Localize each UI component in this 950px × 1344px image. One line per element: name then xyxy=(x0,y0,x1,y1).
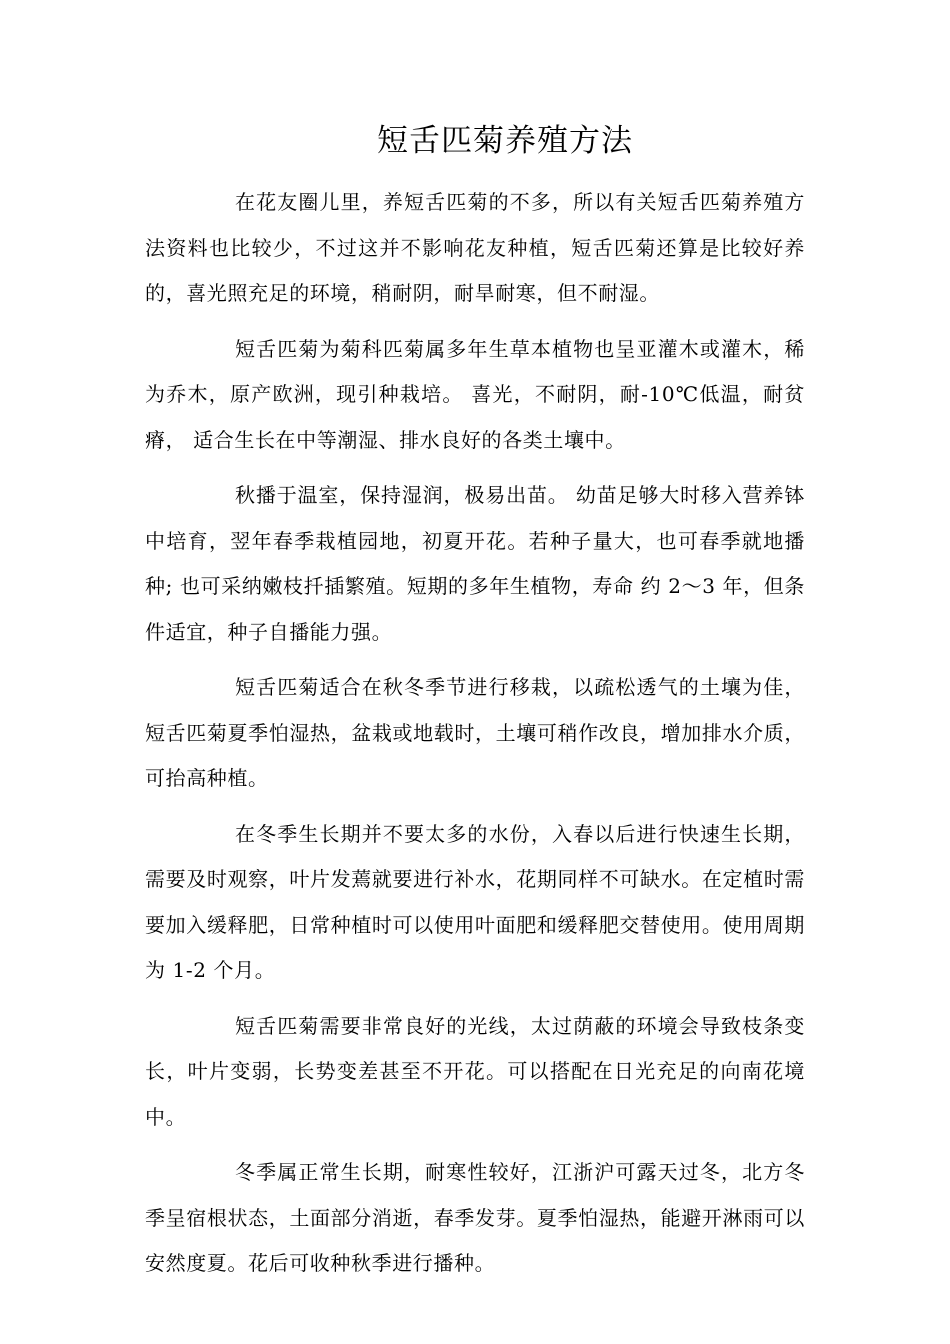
article-body xyxy=(145,180,805,1297)
paragraph-1: 在花友圈儿里，养短舌匹菊的不多，所以有关短舌匹菊养殖方法资料也比较少，不过这并不影响花友种植，短舌匹菊还算是比较好养的，喜光照充足的环境，稍耐阴，耐旱耐寒，但不耐湿。 xyxy=(145,190,805,305)
paragraph-4: 短舌匹菊适合在秋冬季节进行移栽，以疏松透气的土壤为佳，短舌匹菊夏季怕湿热，盆栽或地载时，土壤可稍作改良，增加排水介质，可抬高种植。 xyxy=(145,675,805,790)
paragraph-7: 冬季属正常生长期，耐寒性较好，江浙沪可露天过冬，北方冬季呈宿根状态，土面部分消逝，春季发芽。夏季怕湿热，能避开淋雨可以安然度夏。花后可收种秋季进行播种。 xyxy=(145,1160,805,1275)
paragraph-6: 短舌匹菊需要非常良好的光线，太过荫蔽的环境会导致枝条变长，叶片变弱，长势变差甚至不开花。可以搭配在日光充足的向南花境中。 xyxy=(145,1013,805,1129)
paragraph-2: 短舌匹菊为菊科匹菊属多年生草本植物也呈亚灌木或灌木，稀为乔木，原产欧洲，现引种栽培。 喜光，不耐阴，耐-10℃低温，耐贫瘠， 适合生长在中等潮湿、排水良好的各类土壤中。 xyxy=(145,336,805,452)
paragraph-3: 秋播于温室，保持湿润，极易出苗。 幼苗足够大时移入营养钵中培育，翌年春季栽植园地，初夏开花。若种子量大，也可春季就地播种; 也可采纳嫩枝扦插繁殖。短期的多年生植物，寿命 约 2～3 年，但条件适宜，种子自播能力强。 xyxy=(145,483,805,644)
page-title: 短舌匹菊养殖方法 xyxy=(377,123,633,159)
paragraph-5: 在冬季生长期并不要太多的水份，入春以后进行快速生长期，需要及时观察，叶片发蔫就要进行补水，花期同样不可缺水。在定植时需要加入缓释肥，日常种植时可以使用叶面肥和缓释肥交替使用。使用周期为 1-2 个月。 xyxy=(145,821,805,982)
